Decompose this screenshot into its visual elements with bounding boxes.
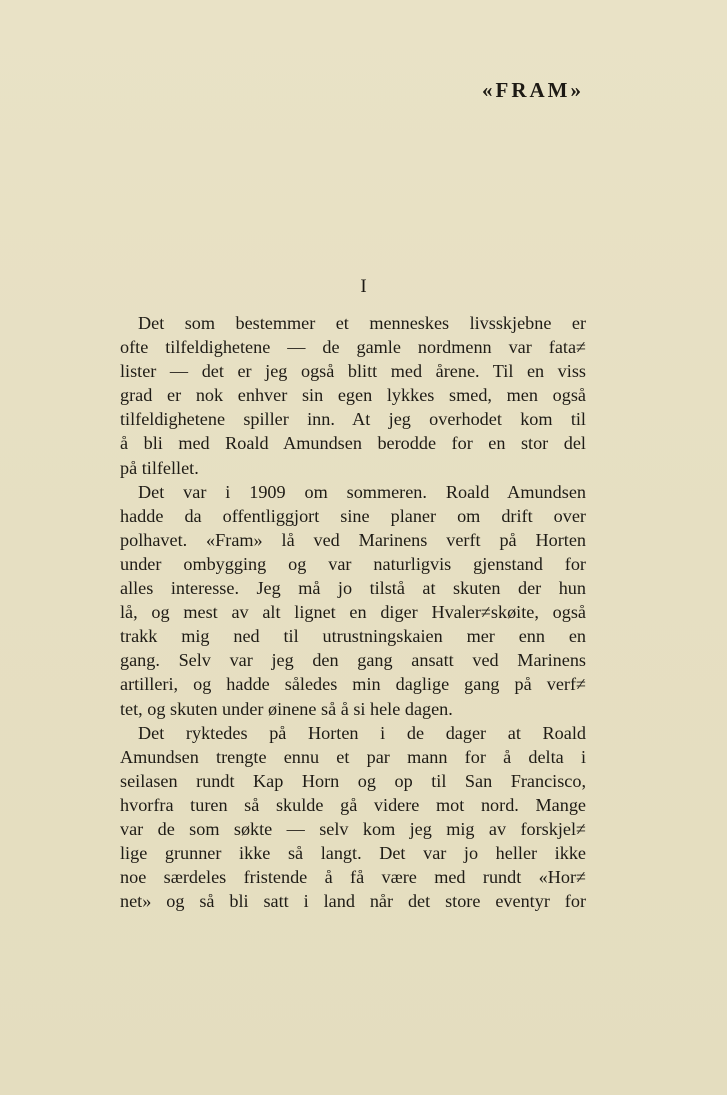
text-line: artilleri, og hadde således min daglige gang på verf≠ <box>120 674 586 695</box>
text-line: tilfeldighetene spiller inn. At jeg overhodet kom til <box>120 409 586 430</box>
text-line: seilasen rundt Kap Horn og op til San Francisco, <box>120 770 586 791</box>
text-line: Amundsen trengte ennu et par mann for å delta i <box>120 746 586 767</box>
text-line: lå, og mest av alt lignet en diger Hvaler≠skøite, også <box>120 602 586 623</box>
text-line: Det var i 1909 om sommeren. Roald Amundsen <box>138 481 586 502</box>
text-line: trakk mig ned til utrustningskaien mer enn en <box>120 626 586 647</box>
text-line: hvorfra turen så skulde gå videre mot nord. Mange <box>120 794 586 815</box>
text-line: grad er nok enhver sin egen lykkes smed, men også <box>120 385 586 406</box>
text-line: noe særdeles fristende å få være med rundt «Hor≠ <box>120 867 586 888</box>
text-line: var de som søkte — selv kom jeg mig av forskjel≠ <box>120 818 586 839</box>
text-line: hadde da offentliggjort sine planer om drift over <box>120 505 586 526</box>
text-line: gang. Selv var jeg den gang ansatt ved Marinens <box>120 650 586 671</box>
text-line: lister — det er jeg også blitt med årene. Til en viss <box>120 361 586 382</box>
text-line: net» og så bli satt i land når det store eventyr for <box>120 891 586 912</box>
text-line: ofte tilfeldighetene — de gamle nordmenn var fata≠ <box>120 337 586 358</box>
text-line: alles interesse. Jeg må jo tilstå at skuten der hun <box>120 578 586 599</box>
running-head: «FRAM» <box>482 78 584 102</box>
text-line: på tilfellet. <box>120 457 199 478</box>
text-line: tet, og skuten under øinene så å si hele dagen. <box>120 698 453 719</box>
body-text <box>120 311 586 913</box>
text-line: polhavet. «Fram» lå ved Marinens verft på Horten <box>120 529 586 550</box>
chapter-number: I <box>360 276 367 297</box>
text-line: Det ryktedes på Horten i de dager at Roald <box>138 722 586 743</box>
text-line: Det som bestemmer et menneskes livsskjebne er <box>138 313 586 333</box>
text-line: lige grunner ikke så langt. Det var jo heller ikke <box>120 843 586 864</box>
text-line: å bli med Roald Amundsen berodde for en stor del <box>120 433 586 454</box>
text-line: under ombygging og var naturligvis gjenstand for <box>120 553 586 574</box>
